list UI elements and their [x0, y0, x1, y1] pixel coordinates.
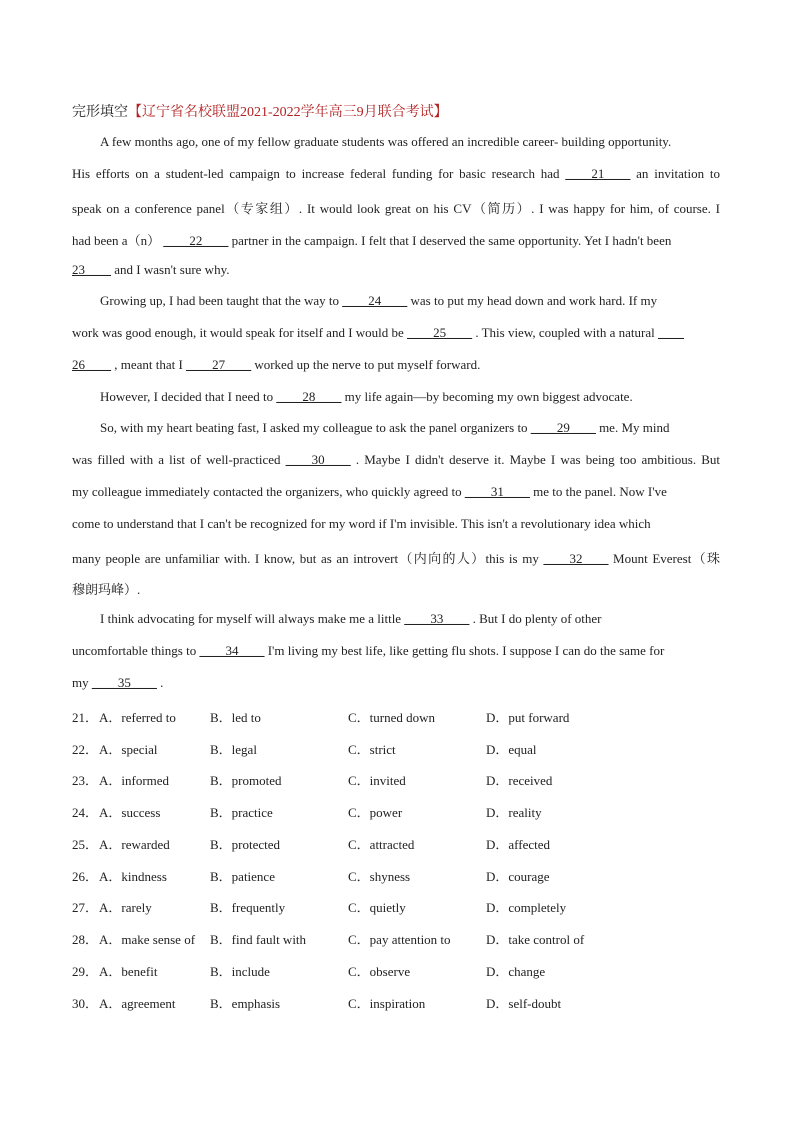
question-number: 21．: [72, 710, 99, 725]
question-29: [72, 961, 722, 979]
option-c[interactable]: C．power: [348, 805, 403, 820]
option-b[interactable]: B．promoted: [210, 773, 282, 788]
option-d[interactable]: D．self-doubt: [486, 996, 562, 1011]
option-d[interactable]: D．change: [486, 964, 546, 979]
question-number: 30．: [72, 996, 99, 1011]
option-b[interactable]: B．emphasis: [210, 996, 281, 1011]
question-number: 27．: [72, 900, 99, 915]
option-d[interactable]: D．take control of: [486, 932, 585, 947]
blank-31[interactable]: ____31____: [464, 484, 530, 499]
section-type: 完形填空: [72, 105, 128, 120]
option-a[interactable]: A．informed: [99, 773, 170, 788]
option-b[interactable]: B．find fault with: [210, 932, 307, 947]
passage-line: uncomfortable things to ____34____ I'm living my best life, like getting flu shots. I suppose I can do the same for: [72, 643, 665, 658]
question-number: 25．: [72, 837, 99, 852]
option-a[interactable]: A．referred to: [99, 710, 176, 725]
blank-28[interactable]: ____28____: [276, 389, 342, 404]
option-c[interactable]: C．inspiration: [348, 996, 426, 1011]
option-a[interactable]: A．agreement: [99, 996, 176, 1011]
question-28: [72, 929, 722, 947]
blank-24[interactable]: ____24____: [342, 293, 408, 308]
question-number: 28．: [72, 932, 99, 947]
option-d[interactable]: D．completely: [486, 900, 567, 915]
option-d[interactable]: D．reality: [486, 805, 542, 820]
question-24: [72, 802, 722, 820]
passage-line: I think advocating for myself will always make me a little ____33____ . But I do plenty of other: [100, 611, 602, 626]
option-c[interactable]: C．observe: [348, 964, 411, 979]
option-c[interactable]: C．quietly: [348, 900, 406, 915]
passage-line: many people are unfamiliar with. I know, but as an introvert（内向的人）this is my ____32____ Mount Everest（珠: [72, 551, 721, 566]
blank-33[interactable]: ____33____: [404, 611, 470, 626]
passage-line: A few months ago, one of my fellow graduate students was offered an incredible career- building opportunity.: [100, 134, 672, 149]
question-30: [72, 993, 722, 1011]
blank-34[interactable]: ____34____: [199, 643, 265, 658]
option-b[interactable]: B．frequently: [210, 900, 286, 915]
option-c[interactable]: C．attracted: [348, 837, 415, 852]
question-number: 26．: [72, 869, 99, 884]
passage-line: had been a（n） ____22____ partner in the campaign. I felt that I deserved the same opportunity. Yet I hadn't been: [72, 233, 672, 248]
blank-25[interactable]: ____25____: [407, 325, 473, 340]
passage-line: work was good enough, it would speak for itself and I would be ____25____ . This view, coupled with a natural ____: [72, 325, 684, 340]
option-d[interactable]: D．put forward: [486, 710, 570, 725]
option-a[interactable]: A．kindness: [99, 869, 167, 884]
option-d[interactable]: D．equal: [486, 742, 537, 757]
option-c[interactable]: C．pay attention to: [348, 932, 451, 947]
question-number: 23．: [72, 773, 99, 788]
option-a[interactable]: A．rarely: [99, 900, 152, 915]
question-21: [72, 707, 722, 725]
question-number: 24．: [72, 805, 99, 820]
option-c[interactable]: C．shyness: [348, 869, 411, 884]
passage-line: However, I decided that I need to ____28____ my life again—by becoming my own biggest advocate.: [100, 389, 633, 404]
question-27: [72, 897, 722, 915]
option-a[interactable]: A．benefit: [99, 964, 158, 979]
passage-line: come to understand that I can't be recognized for my word if I'm invisible. This isn't a revolutionary idea which: [72, 516, 651, 531]
question-23: [72, 770, 722, 788]
option-b[interactable]: B．practice: [210, 805, 273, 820]
option-d[interactable]: D．courage: [486, 869, 550, 884]
option-a[interactable]: A．make sense of: [99, 932, 196, 947]
blank-22[interactable]: ____22____: [163, 233, 229, 248]
option-d[interactable]: D．received: [486, 773, 553, 788]
question-25: [72, 834, 722, 852]
blank-30[interactable]: ____30____: [285, 452, 351, 467]
blank-32[interactable]: ____32____: [543, 551, 609, 566]
passage-line: 26____ , meant that I ____27____ worked up the nerve to put myself forward.: [72, 357, 481, 372]
passage-line: was filled with a list of well-practiced ____30____ . Maybe I didn't deserve it. Maybe I was being too ambitious. But: [72, 452, 721, 467]
option-b[interactable]: B．include: [210, 964, 270, 979]
question-22: [72, 739, 722, 757]
exam-source: 【辽宁省名校联盟2021-2022学年高三9月联合考试】: [128, 105, 448, 120]
blank-23[interactable]: 23____: [72, 262, 111, 277]
option-b[interactable]: B．led to: [210, 710, 261, 725]
question-26: [72, 866, 722, 884]
option-d[interactable]: D．affected: [486, 837, 551, 852]
option-a[interactable]: A．rewarded: [99, 837, 170, 852]
passage-line: So, with my heart beating fast, I asked my colleague to ask the panel organizers to ____29____ me. My mind: [100, 420, 670, 435]
passage-line: Growing up, I had been taught that the way to ____24____ was to put my head down and work hard. If my: [100, 293, 658, 308]
option-b[interactable]: B．patience: [210, 869, 275, 884]
question-number: 22．: [72, 742, 99, 757]
blank-35[interactable]: ____35____: [91, 675, 157, 690]
blank-26-start: ____: [658, 325, 684, 340]
option-a[interactable]: A．special: [99, 742, 158, 757]
option-b[interactable]: B．protected: [210, 837, 281, 852]
option-c[interactable]: C．invited: [348, 773, 406, 788]
blank-27[interactable]: ____27____: [186, 357, 252, 372]
section-title: [72, 101, 448, 121]
question-number: 29．: [72, 964, 99, 979]
passage-line: my ____35____ .: [72, 675, 164, 690]
blank-21[interactable]: ____21____: [565, 166, 631, 181]
passage-line: 穆朗玛峰）.: [72, 582, 141, 597]
option-a[interactable]: A．success: [99, 805, 161, 820]
passage-line: my colleague immediately contacted the organizers, who quickly agreed to ____31____ me to the panel. Now I've: [72, 484, 667, 499]
passage-line: 23____ and I wasn't sure why.: [72, 262, 230, 277]
option-c[interactable]: C．turned down: [348, 710, 436, 725]
option-c[interactable]: C．strict: [348, 742, 396, 757]
passage-line: speak on a conference panel（专家组）. It would look great on his CV（简历）. I was happy for him, of course. I: [72, 201, 720, 216]
option-b[interactable]: B．legal: [210, 742, 257, 757]
passage-line: His efforts on a student-led campaign to increase federal funding for basic research had ____21____ an invitation to: [72, 166, 720, 181]
blank-26[interactable]: 26____: [72, 357, 111, 372]
blank-29[interactable]: ____29____: [530, 420, 596, 435]
